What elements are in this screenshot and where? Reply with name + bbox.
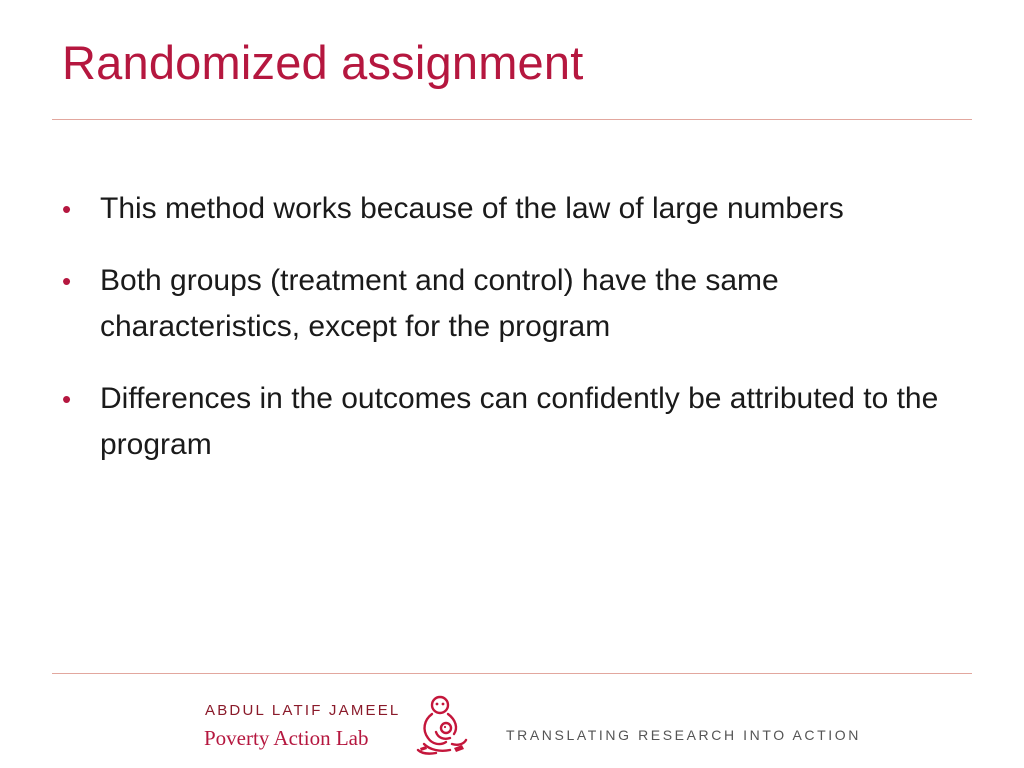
bullet-icon: • bbox=[62, 194, 72, 224]
bullet-item bbox=[62, 258, 942, 350]
bullet-text: This method works because of the law of large numbers bbox=[100, 192, 844, 225]
logo-name-line: ABDUL LATIF JAMEEL bbox=[205, 702, 401, 719]
bullet-item bbox=[62, 376, 942, 468]
bullet-icon: • bbox=[62, 384, 72, 414]
bullet-icon: • bbox=[62, 266, 72, 296]
footer-divider bbox=[52, 673, 972, 674]
bullet-text: Both groups (treatment and control) have the same characteristics, except for the program bbox=[100, 264, 779, 343]
bullet-item bbox=[62, 186, 942, 232]
jpal-logo bbox=[200, 692, 470, 758]
bullet-list bbox=[62, 186, 942, 494]
logo-lab-line: Poverty Action Lab bbox=[204, 726, 369, 750]
mother-and-child-emblem-icon bbox=[410, 692, 470, 756]
slide-title: Randomized assignment bbox=[62, 36, 584, 89]
footer-tagline: TRANSLATING RESEARCH INTO ACTION bbox=[506, 727, 861, 743]
bullet-text: Differences in the outcomes can confidently be attributed to the program bbox=[100, 382, 939, 461]
title-divider bbox=[52, 119, 972, 120]
